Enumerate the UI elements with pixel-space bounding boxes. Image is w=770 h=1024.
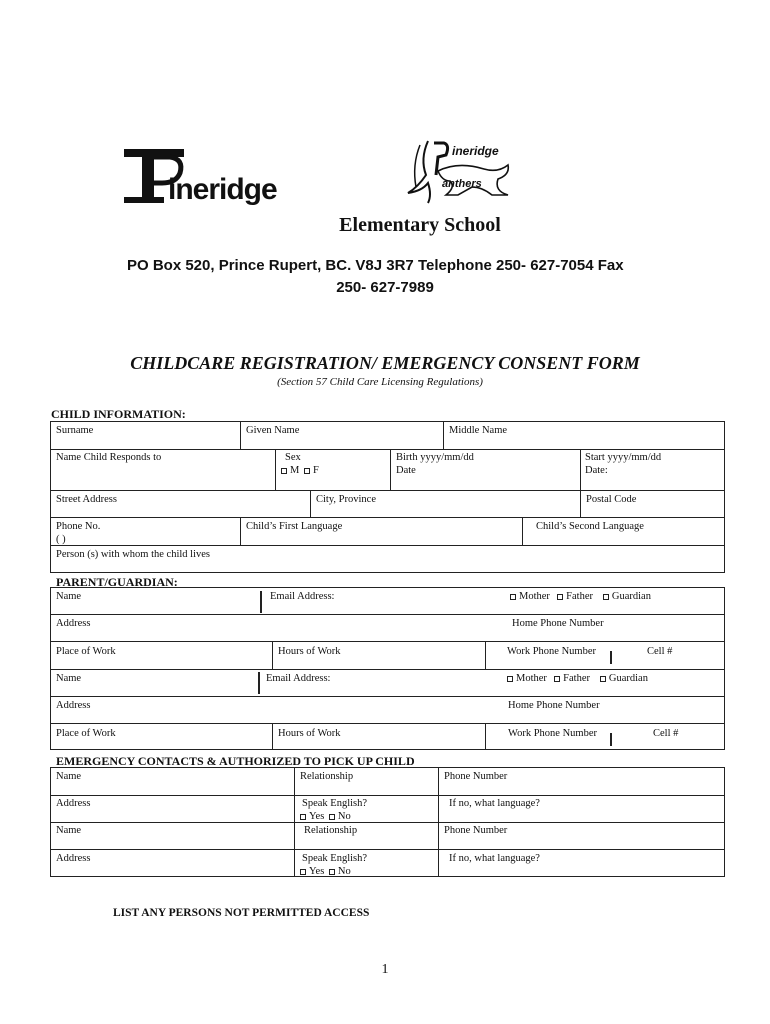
contact1-english-options: Yes No bbox=[298, 810, 351, 823]
pineridge-logo bbox=[120, 145, 345, 207]
guardian-checkbox[interactable] bbox=[603, 594, 609, 600]
father-checkbox[interactable] bbox=[557, 594, 563, 600]
contact1-speak-english-label: Speak English? bbox=[302, 798, 368, 809]
phone-field[interactable]: Phone No. bbox=[56, 521, 101, 532]
female-checkbox[interactable] bbox=[304, 468, 310, 474]
sex-options: M F bbox=[279, 464, 319, 477]
parent2-address-field[interactable]: Address bbox=[56, 700, 91, 711]
parent1-home-phone-field[interactable]: Home Phone Number bbox=[512, 618, 604, 629]
parent2-email-field[interactable]: Email Address: bbox=[266, 673, 331, 684]
page-number: 1 bbox=[381, 962, 389, 977]
form-title: CHILDCARE REGISTRATION/ EMERGENCY CONSENT FORM bbox=[130, 353, 640, 373]
parent1-work-place-field[interactable]: Place of Work bbox=[56, 646, 116, 657]
fax-number: 250- 627-7989 bbox=[336, 279, 434, 296]
male-checkbox[interactable] bbox=[281, 468, 287, 474]
emergency-heading: EMERGENCY CONTACTS & AUTHORIZED TO PICK UP CHILD bbox=[56, 754, 415, 768]
form-subtitle: (Section 57 Child Care Licensing Regulations) bbox=[277, 376, 483, 388]
contact1-relationship-field[interactable]: Relationship bbox=[300, 771, 354, 782]
contact1-name-field[interactable]: Name bbox=[56, 771, 82, 782]
yes-checkbox[interactable] bbox=[300, 869, 306, 875]
guardian-checkbox[interactable] bbox=[600, 676, 606, 682]
contact2-name-field[interactable]: Name bbox=[56, 825, 82, 836]
contact2-english-options: Yes No bbox=[298, 865, 351, 878]
svg-text:anthers: anthers bbox=[442, 178, 482, 190]
birth-date-field[interactable]: Birth yyyy/mm/dd bbox=[396, 452, 474, 463]
address-line: PO Box 520, Prince Rupert, BC. V8J 3R7 Telephone 250- 627-7054 Fax bbox=[127, 257, 624, 274]
parent2-cell-field[interactable]: Cell # bbox=[653, 728, 679, 739]
parent1-email-field[interactable]: Email Address: bbox=[270, 591, 335, 602]
first-language-field[interactable]: Child’s First Language bbox=[246, 521, 343, 532]
contact2-speak-english-label: Speak English? bbox=[302, 853, 368, 864]
contact1-address-field[interactable]: Address bbox=[56, 798, 91, 809]
panthers-logo bbox=[398, 135, 520, 207]
contact2-relationship-field[interactable]: Relationship bbox=[304, 825, 358, 836]
given-name-field[interactable]: Given Name bbox=[246, 425, 300, 436]
postal-code-field[interactable]: Postal Code bbox=[586, 494, 637, 505]
svg-text:ineridge: ineridge bbox=[168, 173, 277, 206]
parent2-work-place-field[interactable]: Place of Work bbox=[56, 728, 116, 739]
contact2-language-field[interactable]: If no, what language? bbox=[449, 853, 540, 864]
parent2-name-field[interactable]: Name bbox=[56, 673, 82, 684]
parent1-relation-options: Mother Father Guardian bbox=[508, 590, 651, 603]
parent1-work-phone-field[interactable]: Work Phone Number bbox=[507, 646, 596, 657]
contact2-address-field[interactable]: Address bbox=[56, 853, 91, 864]
second-language-field[interactable]: Child’s Second Language bbox=[536, 521, 644, 532]
not-permitted-heading: LIST ANY PERSONS NOT PERMITTED ACCESS bbox=[113, 907, 370, 919]
parent1-name-field[interactable]: Name bbox=[56, 591, 82, 602]
street-address-field[interactable]: Street Address bbox=[56, 494, 117, 505]
child-info-heading: CHILD INFORMATION: bbox=[51, 407, 186, 421]
birth-date-label: Date bbox=[396, 465, 416, 476]
middle-name-field[interactable]: Middle Name bbox=[449, 425, 508, 436]
svg-text:ineridge: ineridge bbox=[452, 144, 499, 158]
parent2-work-hours-field[interactable]: Hours of Work bbox=[278, 728, 341, 739]
phone-area-code: ( ) bbox=[56, 534, 66, 545]
surname-field[interactable]: Surname bbox=[56, 425, 94, 436]
sex-label: Sex bbox=[285, 452, 301, 463]
lives-with-field[interactable]: Person (s) with whom the child lives bbox=[56, 549, 210, 560]
parent1-work-hours-field[interactable]: Hours of Work bbox=[278, 646, 341, 657]
parent2-work-phone-field[interactable]: Work Phone Number bbox=[508, 728, 597, 739]
contact1-phone-field[interactable]: Phone Number bbox=[444, 771, 508, 782]
parent1-cell-field[interactable]: Cell # bbox=[647, 646, 673, 657]
responds-to-field[interactable]: Name Child Responds to bbox=[56, 452, 162, 463]
no-checkbox[interactable] bbox=[329, 814, 335, 820]
school-name: Elementary School bbox=[339, 214, 501, 236]
parent1-address-field[interactable]: Address bbox=[56, 618, 91, 629]
mother-checkbox[interactable] bbox=[507, 676, 513, 682]
start-date-field[interactable]: Start yyyy/mm/dd bbox=[585, 452, 662, 463]
parent-heading: PARENT/GUARDIAN: bbox=[56, 575, 178, 589]
contact1-language-field[interactable]: If no, what language? bbox=[449, 798, 540, 809]
start-date-label: Date: bbox=[585, 465, 608, 476]
contact2-phone-field[interactable]: Phone Number bbox=[444, 825, 508, 836]
parent2-relation-options: Mother Father Guardian bbox=[505, 672, 648, 685]
father-checkbox[interactable] bbox=[554, 676, 560, 682]
parent2-home-phone-field[interactable]: Home Phone Number bbox=[508, 700, 600, 711]
city-province-field[interactable]: City, Province bbox=[316, 494, 376, 505]
no-checkbox[interactable] bbox=[329, 869, 335, 875]
mother-checkbox[interactable] bbox=[510, 594, 516, 600]
yes-checkbox[interactable] bbox=[300, 814, 306, 820]
